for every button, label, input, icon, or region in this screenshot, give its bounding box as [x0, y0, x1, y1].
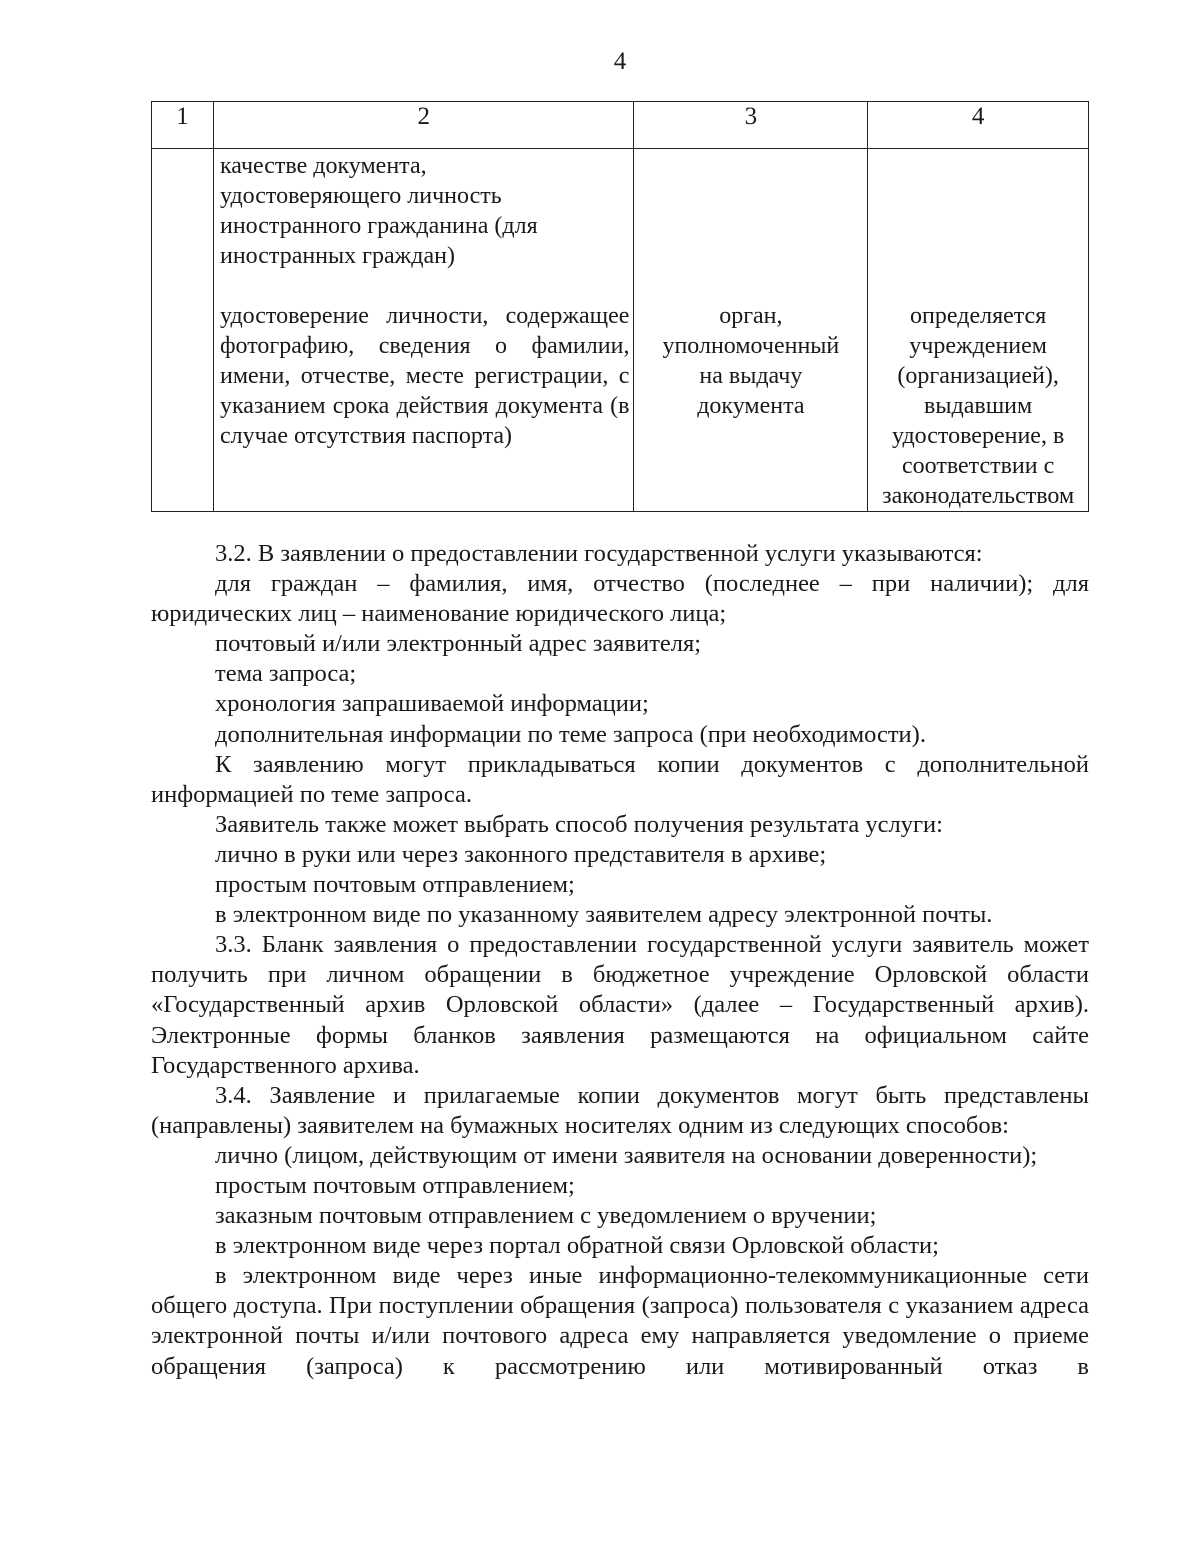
paragraph-registered-mail: заказным почтовым отправлением с уведомлением о вручении; [215, 1202, 877, 1230]
paragraph-simple-mail: простым почтовым отправлением; [215, 871, 575, 899]
paragraph-result-method: Заявитель также может выбрать способ получения результата услуги: [215, 810, 943, 838]
table-header-cell-1: 1 [152, 102, 214, 149]
foreign-citizen-document-text: качестве документа, удостоверяющего личность иностранного гражданина (для иностранных граждан) [219, 153, 538, 269]
page-number: 4 [613, 48, 627, 75]
table-cell-issuing-body [634, 149, 868, 512]
paragraph-in-person: лично в руки или через законного представителя в архиве; [215, 840, 827, 868]
paragraph-attachments: К заявлению могут прикладываться копии документов с дополнительной информацией по теме запроса. [151, 750, 1089, 808]
paragraph-simple-mail-2: простым почтовым отправлением; [215, 1171, 575, 1199]
paragraph-3-3: 3.3. Бланк заявления о предоставлении государственной услуги заявитель может получить при личном обращении в бюджетное учреждение Орловской области «Государственный архив Орловской области» (далее – Государственный архив). Электронные формы бланков заявления размещаются на официальном сайте Государственного архива. [151, 931, 1089, 1079]
paragraph-topic: тема запроса; [215, 660, 357, 688]
paragraph-citizens: для граждан – фамилия, имя, отчество (последнее – при наличии); для юридических лиц – наименование юридического лица; [151, 570, 1089, 628]
paragraph-address: почтовый и/или электронный адрес заявителя; [215, 630, 702, 658]
table-header-cell-3: 3 [634, 102, 868, 149]
identity-certificate-text: удостоверение личности, содержащее фотографию, сведения о фамилии, имени, отчестве, месте регистрации, с указанием срока действия документа (в случае отсутствия паспорта) [219, 303, 630, 449]
validity-text: определяется учреждением (организацией), выдавшим удостоверение, в соответствии с законодательством [882, 303, 1075, 509]
paragraph-3-4: 3.4. Заявление и прилагаемые копии документов могут быть представлены (направлены) заявителем на бумажных носителях одним из следующих способов: [151, 1081, 1089, 1139]
issuing-body-text: орган, уполномоченный на выдачу документа [662, 303, 840, 419]
table-header-cell-4: 4 [868, 102, 1089, 149]
table-header-cell-2: 2 [213, 102, 633, 149]
table-cell-validity [868, 149, 1089, 512]
document-body [151, 539, 1089, 1382]
paragraph-additional-info: дополнительная информации по теме запроса (при необходимости). [215, 720, 926, 748]
table-row [152, 149, 1089, 512]
table-cell-document-description [213, 149, 633, 512]
paragraph-chronology: хронология запрашиваемой информации; [215, 690, 649, 718]
paragraph-personally: лично (лицом, действующим от имени заявителя на основании доверенности); [215, 1141, 1038, 1169]
documents-table [151, 101, 1089, 512]
paragraph-3-2: 3.2. В заявлении о предоставлении государственной услуги указываются: [215, 540, 983, 567]
table-cell-empty [152, 149, 214, 512]
table-header-row [152, 102, 1089, 149]
paragraph-feedback-portal: в электронном виде через портал обратной связи Орловской области; [215, 1232, 939, 1260]
paragraph-telecom-networks: в электронном виде через иные информационно-телекоммуникационные сети общего доступа. При поступлении обращения (запроса) пользователя с указанием адреса электронной почты и/или почтового адреса ему направляется уведомление о приеме обращения (запроса) к рассмотрению или мотивированный отказ в [151, 1262, 1089, 1380]
paragraph-email: в электронном виде по указанному заявителем адресу электронной почты. [215, 901, 993, 929]
